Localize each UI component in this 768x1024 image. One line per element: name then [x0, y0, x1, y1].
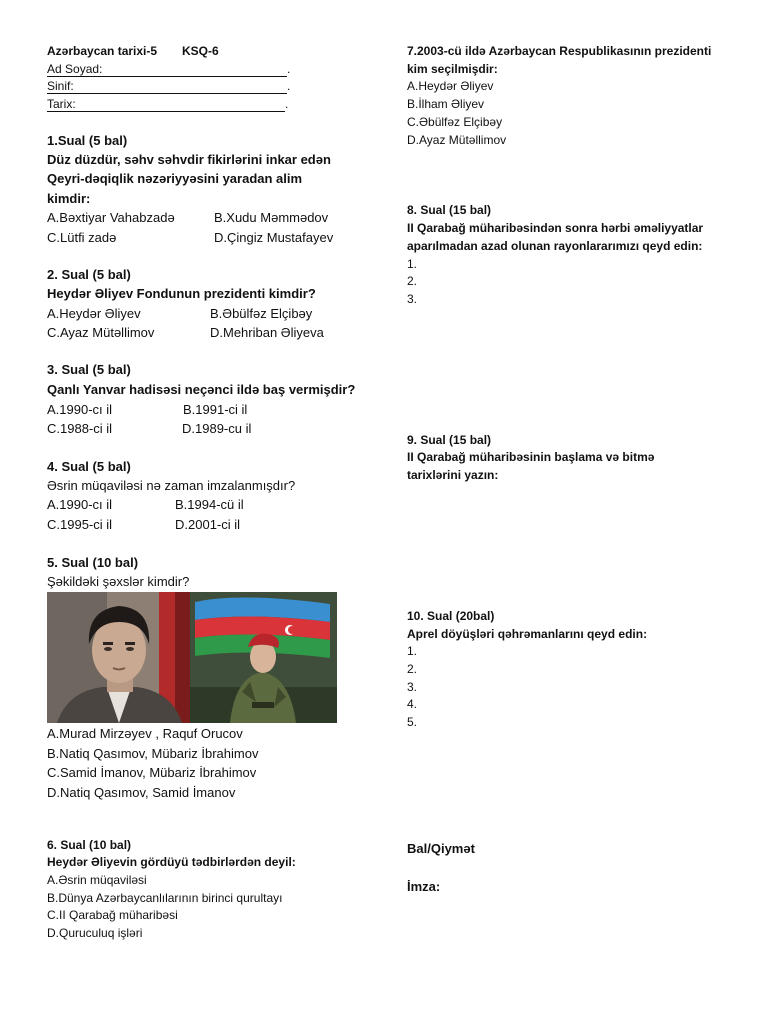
q5-option-d[interactable]: D.Natiq Qasımov, Samid İmanov — [47, 785, 236, 800]
class-field[interactable] — [47, 79, 293, 94]
q3-option-c[interactable]: C.1988-ci il — [47, 421, 113, 436]
q8-answer-3[interactable]: 3. — [407, 292, 418, 306]
q10-answer-4[interactable]: 4. — [407, 697, 418, 711]
q4-title: 4. Sual (5 bal) — [47, 459, 131, 474]
test-code: KSQ-6 — [182, 44, 219, 58]
q3-option-b[interactable]: B.1991-ci il — [183, 402, 248, 417]
q6-question: Heydər Əliyevin gördüyü tədbirlərdən deyil: — [47, 855, 296, 869]
q1-option-d[interactable]: D.Çingiz Mustafayev — [214, 230, 334, 245]
subject-title: Azərbaycan tarixi-5 — [47, 44, 158, 58]
date-label: Tarix: — [47, 97, 285, 112]
date-dot: . — [285, 97, 289, 111]
q1-option-c[interactable]: C.Lütfi zadə — [47, 230, 117, 245]
q10-answer-1[interactable]: 1. — [407, 644, 418, 658]
q1-text-line2: Qeyri-dəqiqlik nəzəriyyəsini yaradan alim — [47, 171, 303, 186]
q3-option-d[interactable]: D.1989-cu il — [182, 421, 252, 436]
q10-answer-3[interactable]: 3. — [407, 680, 418, 694]
date-field[interactable] — [47, 97, 293, 112]
q9-title: 9. Sual (15 bal) — [407, 433, 492, 447]
name-label: Ad Soyad: — [47, 62, 287, 77]
q1-text-line1: Düz düzdür, səhv səhvdir fikirlərini inkar edən — [47, 152, 331, 167]
q7-option-d[interactable]: D.Ayaz Mütəllimov — [407, 133, 507, 147]
q10-question: Aprel döyüşləri qəhrəmanlarını qeyd edin: — [407, 627, 648, 641]
q1-title: 1.Sual (5 bal) — [47, 133, 128, 148]
q2-option-a[interactable]: A.Heydər Əliyev — [47, 306, 141, 321]
class-dot: . — [287, 79, 291, 93]
q10-answer-5[interactable]: 5. — [407, 715, 418, 729]
q7-option-b[interactable]: B.İlham Əliyev — [407, 97, 485, 111]
q5-option-b[interactable]: B.Natiq Qasımov, Mübariz İbrahimov — [47, 746, 259, 761]
portrait-photo-left — [47, 592, 190, 723]
q4-option-a[interactable]: A.1990-cı il — [47, 497, 113, 512]
class-label: Sinif: — [47, 79, 287, 94]
q6-option-d[interactable]: D.Quruculuq işləri — [47, 926, 143, 940]
q10-title: 10. Sual (20bal) — [407, 609, 495, 623]
q2-option-d[interactable]: D.Mehriban Əliyeva — [210, 325, 324, 340]
q3-title: 3. Sual (5 bal) — [47, 362, 131, 377]
signature-label: İmza: — [407, 879, 441, 894]
q7-line1: 7.2003-cü ildə Azərbaycan Respublikasının prezidenti — [407, 44, 712, 58]
q1-text-line3: kimdir: — [47, 191, 91, 206]
score-label: Bal/Qiymət — [407, 841, 475, 856]
q8-answer-1[interactable]: 1. — [407, 257, 418, 271]
name-dot: . — [287, 62, 291, 76]
q8-answer-2[interactable]: 2. — [407, 274, 418, 288]
q7-option-a[interactable]: A.Heydər Əliyev — [407, 79, 494, 93]
q3-option-a[interactable]: A.1990-cı il — [47, 402, 113, 417]
q4-option-b[interactable]: B.1994-cü il — [175, 497, 244, 512]
q5-title: 5. Sual (10 bal) — [47, 555, 139, 570]
q7-option-c[interactable]: C.Əbülfəz Elçibəy — [407, 115, 503, 129]
name-field[interactable] — [47, 62, 293, 77]
q9-line1: II Qarabağ müharibəsinin başlama və bitmə — [407, 450, 655, 464]
q5-option-c[interactable]: C.Samid İmanov, Mübariz İbrahimov — [47, 765, 257, 780]
soldier-flag-photo-right — [190, 592, 337, 723]
q2-option-b[interactable]: B.Əbülfəz Elçibəy — [210, 306, 313, 321]
q2-option-c[interactable]: C.Ayaz Mütəllimov — [47, 325, 155, 340]
q6-option-c[interactable]: C.II Qarabağ müharibəsi — [47, 908, 178, 922]
q7-line2: kim seçilmişdir: — [407, 62, 498, 76]
q4-option-c[interactable]: C.1995-ci il — [47, 517, 113, 532]
q5-question: Şəkildəki şəxslər kimdir? — [47, 574, 190, 589]
q5-option-a[interactable]: A.Murad Mirzəyev , Raquf Orucov — [47, 726, 243, 741]
q6-option-b[interactable]: B.Dünya Azərbaycanlılarının birinci qurultayı — [47, 891, 283, 905]
q8-line2: aparılmadan azad olunan rayonlararımızı qeyd edin: — [407, 239, 703, 253]
q3-question: Qanlı Yanvar hadisəsi neçənci ildə baş vermişdir? — [47, 382, 356, 397]
q8-line1: II Qarabağ müharibəsindən sonra hərbi əməliyyatlar — [407, 221, 704, 235]
q9-line2: tarixlərini yazın: — [407, 468, 499, 482]
q2-question: Heydər Əliyev Fondunun prezidenti kimdir? — [47, 286, 316, 301]
q10-answer-2[interactable]: 2. — [407, 662, 418, 676]
q1-option-a[interactable]: A.Bəxtiyar Vahabzadə — [47, 210, 175, 225]
q1-option-b[interactable]: B.Xudu Məmmədov — [214, 210, 329, 225]
q8-title: 8. Sual (15 bal) — [407, 203, 492, 217]
q6-title: 6. Sual (10 bal) — [47, 838, 132, 852]
q6-option-a[interactable]: A.Əsrin müqaviləsi — [47, 873, 147, 887]
q4-option-d[interactable]: D.2001-ci il — [175, 517, 241, 532]
q2-title: 2. Sual (5 bal) — [47, 267, 131, 282]
q4-question: Əsrin müqaviləsi nə zaman imzalanmışdır? — [47, 478, 296, 493]
